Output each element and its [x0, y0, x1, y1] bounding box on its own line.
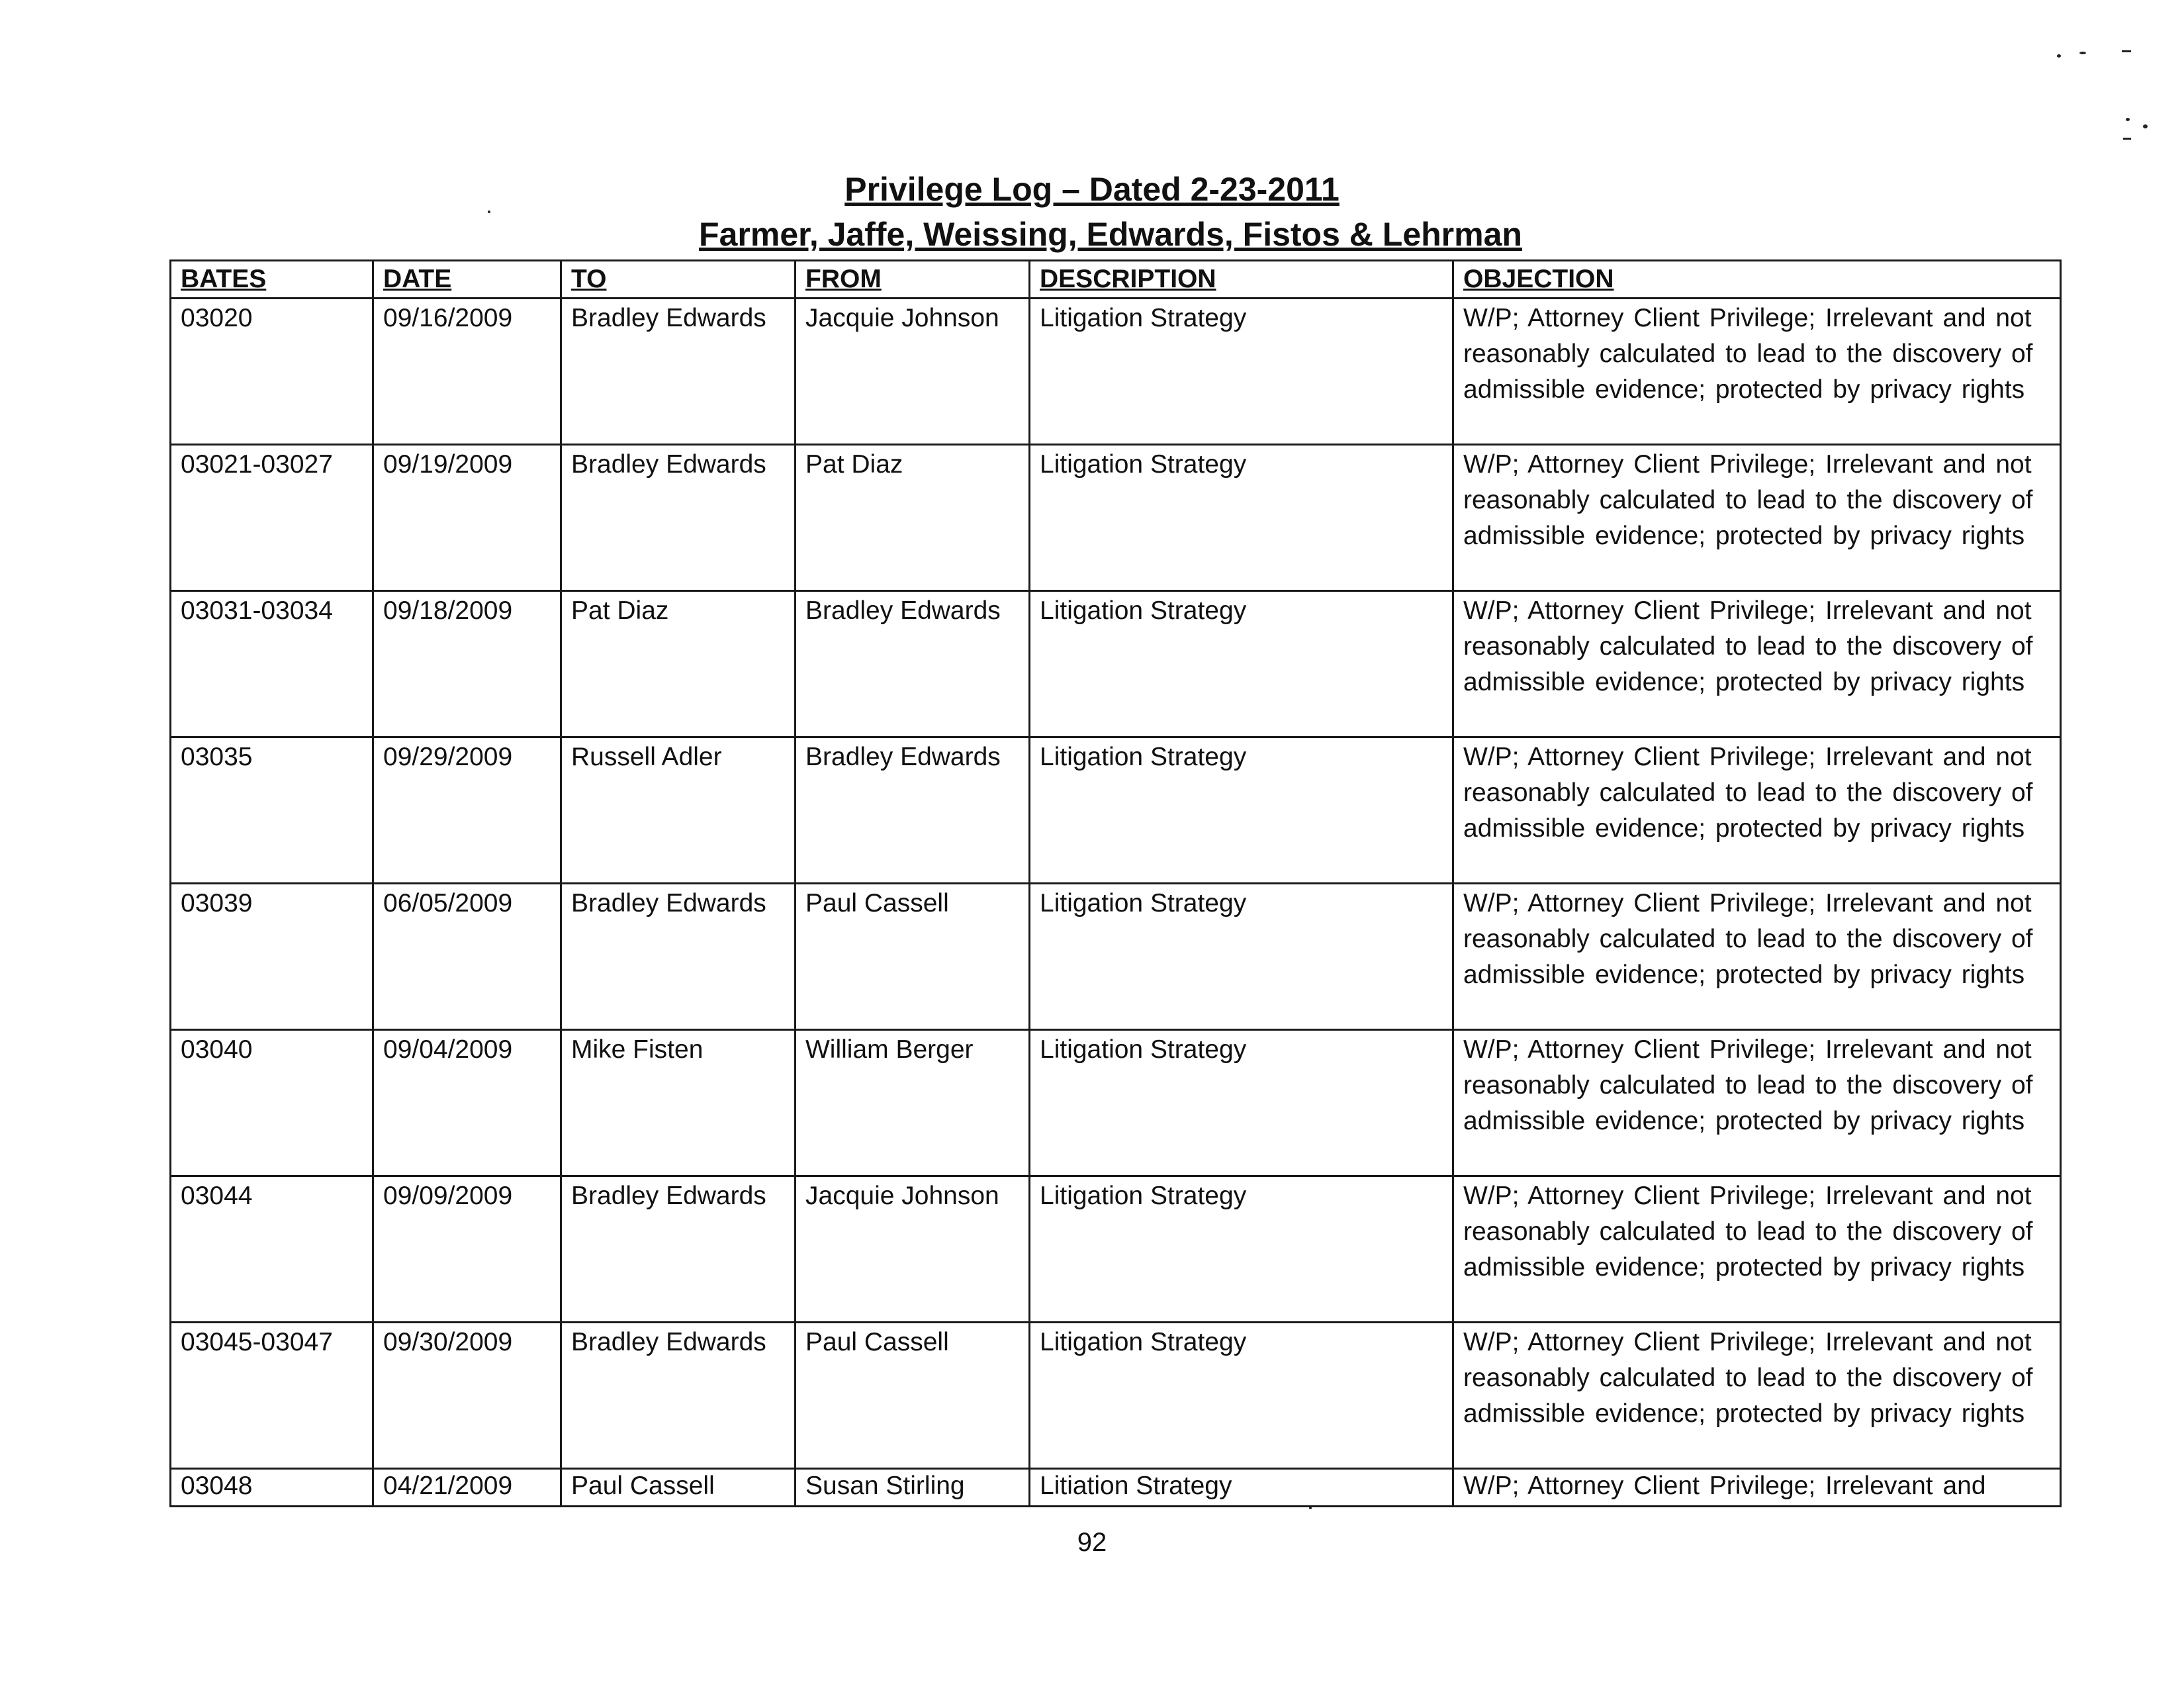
to-cell: Bradley Edwards	[561, 1176, 796, 1323]
from-cell: Susan Stirling	[796, 1469, 1030, 1507]
objection-cell: W/P; Attorney Client Privilege; Irrelevant and not reasonably calculated to lead to the discovery of admissible evidence; protected by privacy rights	[1453, 1176, 2061, 1323]
column-header-description: DESCRIPTION	[1030, 261, 1453, 299]
scan-speck	[2122, 50, 2131, 52]
date-cell: 09/29/2009	[373, 737, 561, 884]
page-number: 92	[1077, 1528, 1107, 1557]
objection-cell: W/P; Attorney Client Privilege; Irrelevant and not reasonably calculated to lead to the discovery of admissible evidence; protected by privacy rights	[1453, 884, 2061, 1030]
to-cell: Bradley Edwards	[561, 884, 796, 1030]
bates-cell: 03031-03034	[171, 591, 373, 737]
date-cell: 09/16/2009	[373, 299, 561, 445]
from-cell: Bradley Edwards	[796, 737, 1030, 884]
table-row	[171, 299, 2061, 445]
description-cell: Litigation Strategy	[1030, 1323, 1453, 1469]
to-cell: Paul Cassell	[561, 1469, 796, 1507]
scan-speck	[1309, 1507, 1312, 1509]
from-cell: Paul Cassell	[796, 884, 1030, 1030]
column-header-to: TO	[561, 261, 796, 299]
scan-speck	[488, 211, 490, 213]
bates-cell: 03021-03027	[171, 445, 373, 591]
to-cell: Bradley Edwards	[561, 445, 796, 591]
column-header-from: FROM	[796, 261, 1030, 299]
table-row	[171, 591, 2061, 737]
scan-speck	[2057, 54, 2061, 58]
scan-speck	[2126, 118, 2130, 121]
description-cell: Litigation Strategy	[1030, 591, 1453, 737]
to-cell: Russell Adler	[561, 737, 796, 884]
from-cell: Bradley Edwards	[796, 591, 1030, 737]
objection-cell: W/P; Attorney Client Privilege; Irrelevant and not reasonably calculated to lead to the discovery of admissible evidence; protected by privacy rights	[1453, 737, 2061, 884]
objection-cell: W/P; Attorney Client Privilege; Irrelevant and not reasonably calculated to lead to the discovery of admissible evidence; protected by privacy rights	[1453, 445, 2061, 591]
table-row	[171, 1323, 2061, 1469]
description-cell: Litigation Strategy	[1030, 884, 1453, 1030]
date-cell: 09/18/2009	[373, 591, 561, 737]
column-header-date: DATE	[373, 261, 561, 299]
bates-cell: 03020	[171, 299, 373, 445]
date-cell: 09/19/2009	[373, 445, 561, 591]
table-row	[171, 884, 2061, 1030]
from-cell: Jacquie Johnson	[796, 299, 1030, 445]
privilege-log-table	[169, 259, 2062, 1507]
date-cell: 04/21/2009	[373, 1469, 561, 1507]
column-header-bates: BATES	[171, 261, 373, 299]
description-cell: Litiation Strategy	[1030, 1469, 1453, 1507]
description-cell: Litigation Strategy	[1030, 445, 1453, 591]
to-cell: Mike Fisten	[561, 1030, 796, 1176]
from-cell: William Berger	[796, 1030, 1030, 1176]
from-cell: Pat Diaz	[796, 445, 1030, 591]
from-cell: Jacquie Johnson	[796, 1176, 1030, 1323]
description-cell: Litigation Strategy	[1030, 1030, 1453, 1176]
bates-cell: 03044	[171, 1176, 373, 1323]
bates-cell: 03040	[171, 1030, 373, 1176]
table-row	[171, 1030, 2061, 1176]
objection-cell: W/P; Attorney Client Privilege; Irrelevant and not reasonably calculated to lead to the discovery of admissible evidence; protected by privacy rights	[1453, 1030, 2061, 1176]
objection-cell: W/P; Attorney Client Privilege; Irrelevant and not reasonably calculated to lead to the discovery of admissible evidence; protected by privacy rights	[1453, 1323, 2061, 1469]
from-cell: Paul Cassell	[796, 1323, 1030, 1469]
date-cell: 09/04/2009	[373, 1030, 561, 1176]
table-header-row	[171, 261, 2061, 299]
scan-speck	[2143, 124, 2148, 128]
document-title: Privilege Log – Dated 2-23-2011	[844, 171, 1340, 208]
description-cell: Litigation Strategy	[1030, 299, 1453, 445]
description-cell: Litigation Strategy	[1030, 1176, 1453, 1323]
table-row	[171, 737, 2061, 884]
objection-cell: W/P; Attorney Client Privilege; Irrelevant and not reasonably calculated to lead to the discovery of admissible evidence; protected by privacy rights	[1453, 299, 2061, 445]
date-cell: 06/05/2009	[373, 884, 561, 1030]
bates-cell: 03039	[171, 884, 373, 1030]
bates-cell: 03045-03047	[171, 1323, 373, 1469]
bates-cell: 03035	[171, 737, 373, 884]
bates-cell: 03048	[171, 1469, 373, 1507]
table-row	[171, 445, 2061, 591]
column-header-objection: OBJECTION	[1453, 261, 2061, 299]
objection-cell: W/P; Attorney Client Privilege; Irrelevant and	[1453, 1469, 2061, 1507]
document-subtitle: Farmer, Jaffe, Weissing, Edwards, Fistos & Lehrman	[699, 216, 1522, 253]
objection-cell: W/P; Attorney Client Privilege; Irrelevant and not reasonably calculated to lead to the discovery of admissible evidence; protected by privacy rights	[1453, 591, 2061, 737]
date-cell: 09/09/2009	[373, 1176, 561, 1323]
date-cell: 09/30/2009	[373, 1323, 561, 1469]
table-row	[171, 1469, 2061, 1507]
scan-speck	[2079, 52, 2086, 54]
to-cell: Pat Diaz	[561, 591, 796, 737]
to-cell: Bradley Edwards	[561, 299, 796, 445]
description-cell: Litigation Strategy	[1030, 737, 1453, 884]
table-row	[171, 1176, 2061, 1323]
scan-speck	[2123, 138, 2131, 140]
to-cell: Bradley Edwards	[561, 1323, 796, 1469]
